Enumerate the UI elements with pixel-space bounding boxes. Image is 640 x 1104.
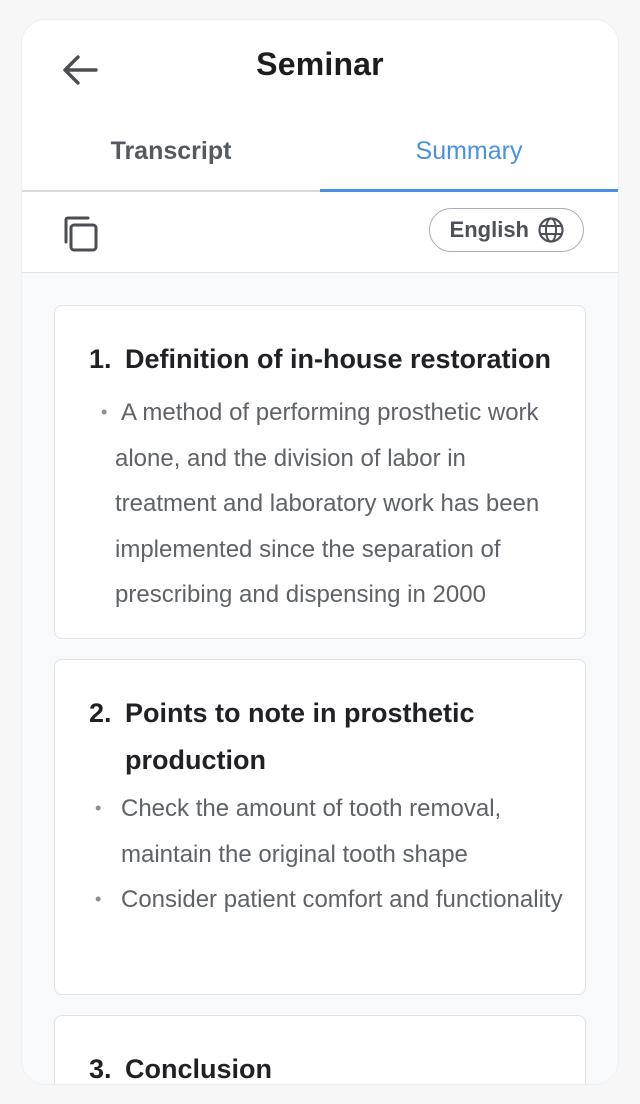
section-number: 1. bbox=[89, 344, 112, 374]
copy-icon bbox=[60, 214, 100, 254]
section-title: Definition of in-house restoration bbox=[125, 344, 551, 374]
tab-summary[interactable]: Summary bbox=[320, 128, 618, 190]
section-heading bbox=[89, 690, 565, 784]
page-title: Seminar bbox=[256, 46, 384, 82]
summary-card bbox=[54, 659, 586, 995]
globe-icon bbox=[537, 216, 565, 244]
list-item: • Consider patient comfort and functionality bbox=[95, 877, 563, 923]
app-screen bbox=[22, 20, 618, 1084]
language-selector[interactable] bbox=[429, 208, 584, 252]
list-item: • Check the amount of tooth removal, maintain the original tooth shape bbox=[95, 786, 563, 877]
summary-card bbox=[54, 1015, 586, 1084]
tab-bar bbox=[22, 128, 618, 192]
section-number: 3. bbox=[89, 1054, 112, 1084]
bullet-list bbox=[95, 786, 563, 923]
list-item: • A method of performing prosthetic work alone, and the division of labor in treatment and laboratory work has been implemented since the separation of prescribing and dispensing in 2000 bbox=[95, 390, 563, 618]
language-label: English bbox=[449, 217, 529, 242]
summary-content[interactable] bbox=[22, 273, 618, 1084]
section-number: 2. bbox=[89, 698, 112, 728]
summary-card bbox=[54, 305, 586, 639]
app-header bbox=[22, 20, 618, 116]
section-title: Points to note in prosthetic production bbox=[125, 698, 475, 775]
summary-toolbar bbox=[22, 192, 618, 273]
tab-transcript[interactable]: Transcript bbox=[110, 137, 232, 165]
section-title: Conclusion bbox=[125, 1054, 272, 1084]
section-heading bbox=[89, 1046, 565, 1084]
section-heading bbox=[89, 336, 565, 383]
copy-button[interactable] bbox=[58, 212, 102, 256]
bullet-list bbox=[95, 390, 563, 618]
